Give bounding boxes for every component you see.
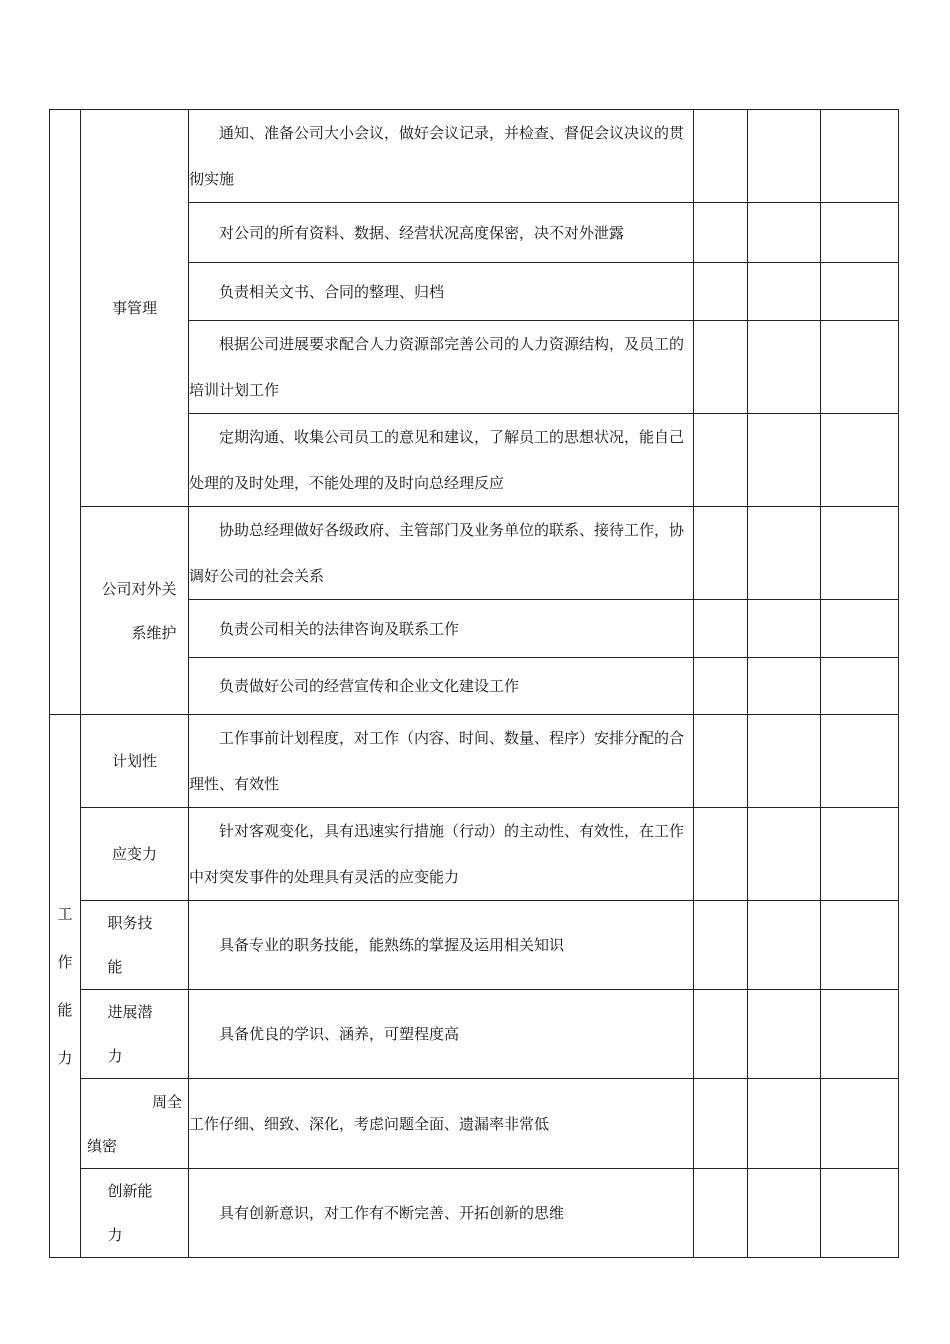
score-cell[interactable] (694, 110, 748, 203)
table-row (50, 901, 899, 990)
category-cell-work-ability (50, 715, 81, 1258)
score-cell[interactable] (748, 414, 821, 507)
description-text: 负责做好公司的经营宣传和企业文化建设工作 (219, 677, 520, 695)
description-cell (189, 901, 694, 990)
score-cell[interactable] (694, 901, 748, 990)
description-text: 具有创新意识，对工作有不断完善、开拓创新的思维 (219, 1204, 565, 1222)
score-cell[interactable] (821, 715, 899, 808)
subcategory-label: 事管理 (111, 299, 157, 317)
score-cell[interactable] (694, 1079, 748, 1169)
description-text: 协助总经理做好各级政府、主管部门及业务单位的联系、接待工作，协调好公司的社会关系 (189, 521, 685, 585)
score-cell[interactable] (748, 990, 821, 1079)
subcategory-label: 计划性 (111, 752, 157, 770)
table-row (50, 507, 899, 600)
description-cell (189, 1169, 694, 1258)
description-cell (189, 263, 694, 321)
table-row (50, 990, 899, 1079)
score-cell[interactable] (694, 507, 748, 600)
description-text: 工作事前计划程度，对工作（内容、时间、数量、程序）安排分配的合理性、有效性 (189, 729, 685, 793)
subcategory-cell (81, 1079, 189, 1169)
score-cell[interactable] (821, 901, 899, 990)
score-cell[interactable] (748, 600, 821, 658)
score-cell[interactable] (821, 808, 899, 901)
subcategory-cell (81, 990, 189, 1079)
evaluation-table (49, 109, 899, 1258)
subcategory-label: 职务技能 (107, 914, 153, 976)
score-cell[interactable] (821, 658, 899, 715)
score-cell[interactable] (821, 600, 899, 658)
score-cell[interactable] (748, 110, 821, 203)
category-label: 工作能力 (57, 905, 73, 1067)
score-cell[interactable] (748, 715, 821, 808)
table-row (50, 1079, 899, 1169)
score-cell[interactable] (748, 658, 821, 715)
subcategory-cell (81, 1169, 189, 1258)
score-cell[interactable] (694, 203, 748, 263)
description-cell (189, 1079, 694, 1169)
description-cell (189, 658, 694, 715)
score-cell[interactable] (694, 658, 748, 715)
score-cell[interactable] (748, 808, 821, 901)
subcategory-cell (81, 110, 189, 507)
table-row (50, 715, 899, 808)
description-cell (189, 321, 694, 414)
subcategory-label: 公司对外关系维护 (101, 579, 177, 642)
score-cell[interactable] (694, 808, 748, 901)
score-cell[interactable] (821, 414, 899, 507)
subcategory-label: 创新能力 (107, 1182, 153, 1244)
score-cell[interactable] (748, 203, 821, 263)
category-cell-blank (50, 110, 81, 715)
description-cell (189, 990, 694, 1079)
score-cell[interactable] (748, 263, 821, 321)
subcategory-cell (81, 507, 189, 715)
subcategory-label-part1: 周全 (151, 1092, 182, 1111)
description-text: 工作仔细、细致、深化，考虑问题全面、遗漏率非常低 (189, 1114, 550, 1133)
score-cell[interactable] (821, 990, 899, 1079)
table-row (50, 808, 899, 901)
description-text: 具备优良的学识、涵养，可塑程度高 (219, 1025, 460, 1043)
description-text: 针对客观变化，具有迅速实行措施（行动）的主动性、有效性，在工作中对突发事件的处理具有灵活的应变能力 (189, 822, 685, 886)
subcategory-cell (81, 715, 189, 808)
score-cell[interactable] (694, 990, 748, 1079)
description-cell (189, 808, 694, 901)
score-cell[interactable] (694, 600, 748, 658)
score-cell[interactable] (748, 321, 821, 414)
score-cell[interactable] (821, 110, 899, 203)
description-text: 通知、准备公司大小会议，做好会议记录，并检查、督促会议决议的贯彻实施 (189, 124, 685, 188)
score-cell[interactable] (694, 321, 748, 414)
description-text: 负责公司相关的法律咨询及联系工作 (219, 619, 460, 638)
table-row (50, 1169, 899, 1258)
score-cell[interactable] (694, 1169, 748, 1258)
subcategory-cell (81, 901, 189, 990)
score-cell[interactable] (748, 1169, 821, 1258)
score-cell[interactable] (748, 901, 821, 990)
score-cell[interactable] (821, 1169, 899, 1258)
description-cell (189, 715, 694, 808)
description-cell (189, 600, 694, 658)
description-text: 根据公司进展要求配合人力资源部完善公司的人力资源结构，及员工的培训计划工作 (189, 335, 685, 399)
description-cell (189, 203, 694, 263)
description-cell (189, 110, 694, 203)
description-text: 定期沟通、收集公司员工的意见和建议，了解员工的思想状况，能自己处理的及时处理，不能处理的及时向总经理反应 (189, 428, 685, 492)
subcategory-label-part2: 缜密 (87, 1136, 118, 1155)
table-row (50, 110, 899, 203)
subcategory-cell (81, 808, 189, 901)
score-cell[interactable] (694, 414, 748, 507)
subcategory-label: 应变力 (111, 845, 157, 863)
description-text: 对公司的所有资料、数据、经营状况高度保密，决不对外泄露 (219, 223, 625, 242)
score-cell[interactable] (694, 263, 748, 321)
description-cell (189, 507, 694, 600)
description-text: 具备专业的职务技能，能熟练的掌握及运用相关知识 (219, 936, 565, 954)
description-text: 负责相关文书、合同的整理、归档 (219, 282, 445, 301)
subcategory-label: 进展潜力 (107, 1003, 153, 1065)
score-cell[interactable] (821, 203, 899, 263)
score-cell[interactable] (821, 507, 899, 600)
description-cell (189, 414, 694, 507)
score-cell[interactable] (821, 1079, 899, 1169)
score-cell[interactable] (821, 321, 899, 414)
score-cell[interactable] (694, 715, 748, 808)
score-cell[interactable] (821, 263, 899, 321)
score-cell[interactable] (748, 507, 821, 600)
score-cell[interactable] (748, 1079, 821, 1169)
